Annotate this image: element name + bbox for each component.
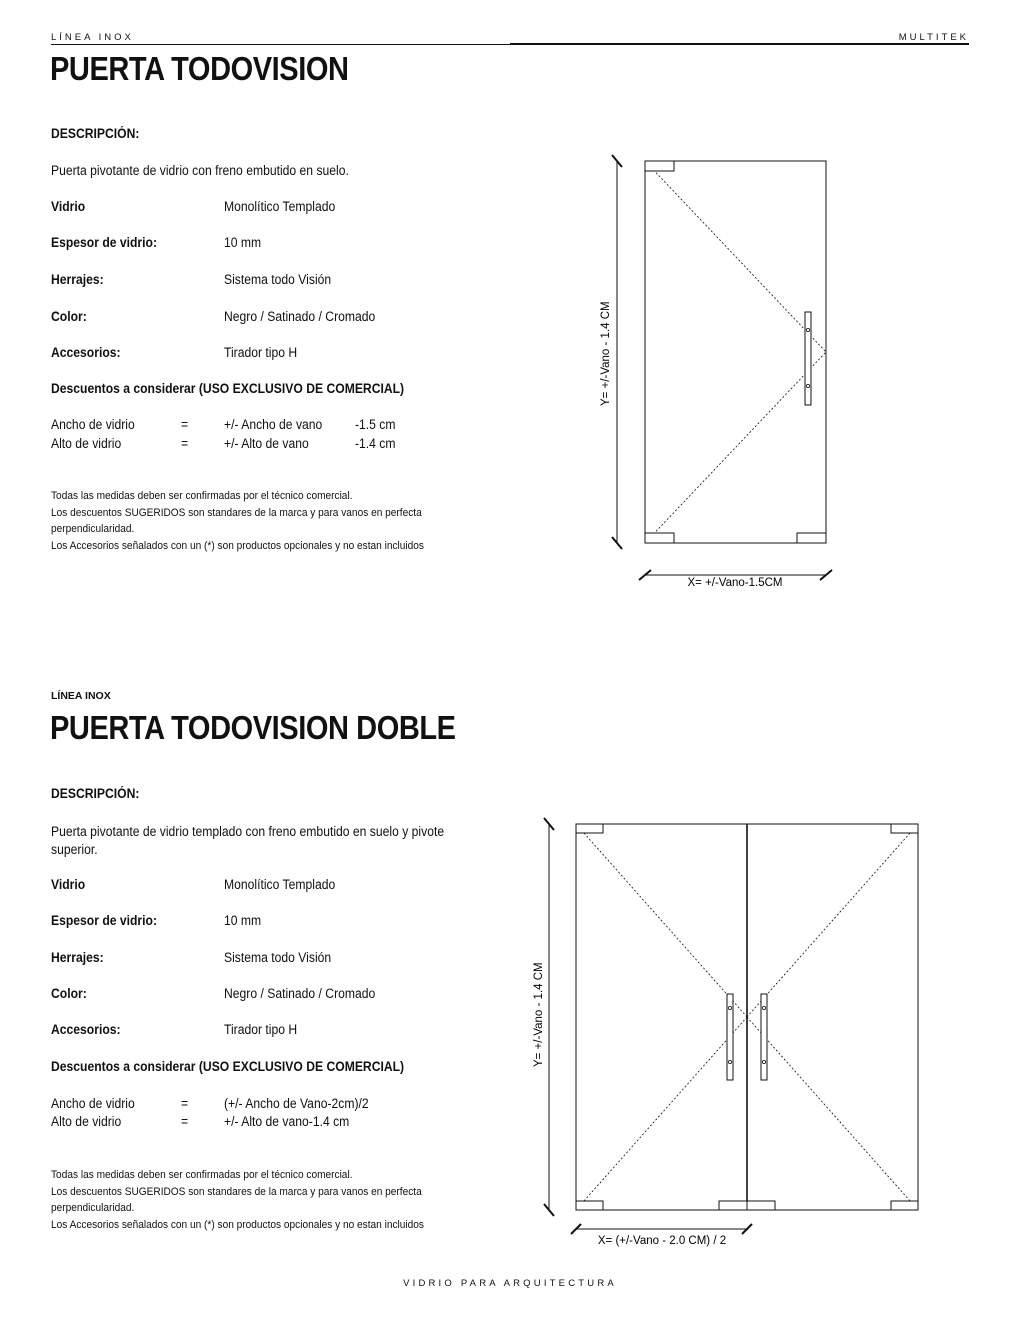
discount-eq: = — [181, 1114, 189, 1129]
spec-value: Negro / Satinado / Cromado — [224, 309, 376, 324]
single-door-drawing — [580, 140, 860, 600]
top-patch-fitting — [576, 824, 603, 833]
spec-label: Accesorios: — [51, 1022, 121, 1037]
swing-line — [747, 824, 918, 1017]
discount-label: Alto de vidrio — [51, 1114, 122, 1129]
header-brand: MULTITEK — [898, 32, 969, 43]
spec-label: Vidrio — [51, 199, 86, 214]
double-door-drawing — [520, 805, 940, 1255]
spec-value: Negro / Satinado / Cromado — [224, 986, 376, 1001]
header-rule-accent — [510, 43, 969, 45]
spec-value: Monolítico Templado — [224, 199, 336, 214]
product-1-description: Puerta pivotante de vidrio con freno embutido en suelo. — [51, 163, 349, 178]
product-2-discounts-title: Descuentos a considerar (USO EXCLUSIVO DE COMERCIAL) — [51, 1059, 405, 1074]
top-patch-fitting — [645, 161, 674, 171]
swing-line — [576, 824, 747, 1017]
footer-tagline: VIDRIO PARA ARQUITECTURA — [403, 1278, 617, 1289]
spec-label: Herrajes: — [51, 272, 104, 287]
discount-eq: = — [181, 417, 189, 432]
bottom-patch-fitting — [576, 1201, 603, 1210]
product-1-description-label: DESCRIPCIÓN: — [51, 126, 140, 141]
y-dimension-label: Y= +/-Vano - 1.4 CM — [600, 301, 612, 406]
x-dimension-label: X= +/-Vano-1.5CM — [687, 577, 783, 589]
product-2-title: PUERTA TODOVISION DOBLE — [50, 709, 456, 746]
bottom-lock-patch — [747, 1201, 775, 1210]
product-2-description — [51, 823, 444, 859]
product-2-description-label: DESCRIPCIÓN: — [51, 786, 140, 801]
description-line: superior. — [51, 842, 98, 857]
discount-eq: = — [181, 1096, 189, 1111]
swing-line — [645, 352, 826, 543]
discount-eq: = — [181, 436, 189, 451]
product-1-discounts-title: Descuentos a considerar (USO EXCLUSIVO DE COMERCIAL) — [51, 381, 405, 396]
spec-label: Espesor de vidrio: — [51, 913, 158, 928]
product-2-notes — [51, 1167, 474, 1233]
discount-label: Ancho de vidrio — [51, 417, 135, 432]
swing-line — [747, 1017, 918, 1210]
discount-value: -1.5 cm — [355, 417, 396, 432]
discount-label: Ancho de vidrio — [51, 1096, 135, 1111]
spec-value: Tirador tipo H — [224, 1022, 298, 1037]
spec-label: Color: — [51, 986, 87, 1001]
note-line: perpendicularidad. — [51, 523, 135, 535]
note-line: Los Accesorios señalados con un (*) son productos opcionales y no estan incluidos — [51, 1218, 424, 1231]
spec-label: Color: — [51, 309, 87, 324]
discount-label: Alto de vidrio — [51, 436, 122, 451]
x-dimension-label: X= (+/-Vano - 2.0 CM) / 2 — [597, 1235, 727, 1247]
spec-value: Sistema todo Visión — [224, 950, 332, 965]
door-panel — [645, 161, 826, 543]
product-2-line-tag: LÍNEA INOX — [51, 690, 111, 702]
spec-value: Tirador tipo H — [224, 345, 298, 360]
spec-value: Monolítico Templado — [224, 877, 336, 892]
spec-label: Espesor de vidrio: — [51, 235, 158, 250]
note-line: Los Accesorios señalados con un (*) son productos opcionales y no estan incluidos — [51, 539, 424, 552]
product-1-notes — [51, 488, 474, 554]
bottom-lock-patch — [797, 533, 826, 543]
spec-label: Accesorios: — [51, 345, 121, 360]
bottom-lock-patch — [719, 1201, 747, 1210]
swing-line — [645, 161, 826, 352]
discount-formula: +/- Alto de vano-1.4 cm — [224, 1114, 350, 1129]
h-pull-handle — [805, 312, 811, 405]
note-line: Los descuentos SUGERIDOS son standares de la marca y para vanos en perfecta — [51, 506, 422, 519]
spec-label: Vidrio — [51, 877, 86, 892]
top-patch-fitting — [891, 824, 918, 833]
note-line: Todas las medidas deben ser confirmadas por el técnico comercial. — [51, 1169, 353, 1181]
discount-formula: +/- Alto de vano — [224, 436, 309, 451]
discount-formula: +/- Ancho de vano — [224, 417, 323, 432]
note-line: perpendicularidad. — [51, 1202, 135, 1214]
h-pull-handle-right — [761, 994, 767, 1080]
spec-value: Sistema todo Visión — [224, 272, 332, 287]
description-line: Puerta pivotante de vidrio templado con freno embutido en suelo y pivote — [51, 824, 445, 839]
swing-line — [576, 1017, 747, 1210]
discount-value: -1.4 cm — [355, 436, 396, 451]
spec-label: Herrajes: — [51, 950, 104, 965]
bottom-patch-fitting — [891, 1201, 918, 1210]
y-dimension-label: Y= +/-Vano - 1.4 CM — [533, 962, 545, 1067]
note-line: Los descuentos SUGERIDOS son standares de la marca y para vanos en perfecta — [51, 1185, 422, 1198]
discount-formula: (+/- Ancho de Vano-2cm)/2 — [224, 1096, 369, 1111]
header-line-label: LÍNEA INOX — [51, 32, 134, 43]
product-1-title: PUERTA TODOVISION — [50, 50, 349, 87]
spec-value: 10 mm — [224, 235, 262, 250]
h-pull-handle-left — [727, 994, 733, 1080]
spec-value: 10 mm — [224, 913, 262, 928]
bottom-patch-fitting — [645, 533, 674, 543]
note-line: Todas las medidas deben ser confirmadas por el técnico comercial. — [51, 490, 353, 502]
